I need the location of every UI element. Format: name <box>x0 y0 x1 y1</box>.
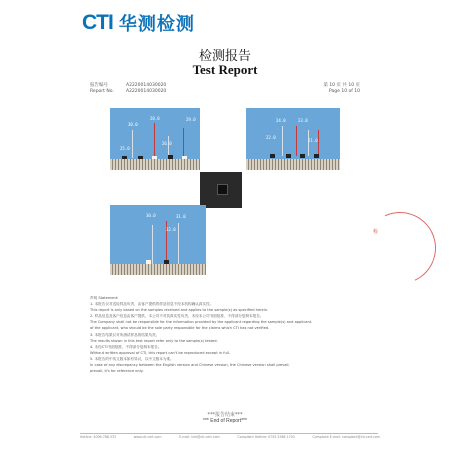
statement-heading: 声明 Statement: <box>90 296 119 300</box>
footer-email: E-mail: info@cti-cert.com <box>179 435 220 439</box>
footer-divider <box>80 433 378 434</box>
footer-complaint-hotline: Complaint Hotline: 0755-3368 1700 <box>237 435 295 439</box>
statement-line: 2. 样品信息及客户信息由客户提供，本公司不对其真实性负责，未经本公司书面批准，不得部分复制本报告。 <box>90 314 264 319</box>
photo1-label-3: 29.0 <box>186 117 196 122</box>
company-logo <box>82 10 195 36</box>
statement-line: 4. 未经CTI书面批准，不得部分复制本报告。 <box>90 344 162 349</box>
statement-line: 5. 本报告的中英文版本如有异议，以中文版本为准。 <box>90 356 174 361</box>
statement-line: prevail, it's for reference only. <box>90 369 144 374</box>
footer-hotline: Hotline: 4006-788-333 <box>80 435 117 439</box>
sample-photo-1 <box>110 108 200 170</box>
logo-mark: CTI <box>82 11 113 34</box>
sample-photo-2 <box>246 108 340 170</box>
page-number-en: Page 10 of 10 <box>329 89 360 94</box>
photo1-label-2: 28.0 <box>150 116 160 121</box>
footer-complaint-email: Complaint E-mail: complaint@cti-cert.com <box>312 435 380 439</box>
statement-line: In case of any discrepancy between the English version and Chinese version, the Chinese version shall prevail. <box>90 363 290 368</box>
company-seal <box>354 202 446 294</box>
statement-section <box>90 295 380 374</box>
report-number-en: Report No. A2220014030020 <box>90 89 167 94</box>
statement-line: The results shown in this test report refer only to the sample(s) tested. <box>90 338 218 343</box>
report-number-block <box>90 83 166 95</box>
photo2-label-3: 22.0 <box>266 135 276 140</box>
report-number-cn: 报告编号 A2220014030020 <box>90 83 167 88</box>
statement-line: of the applicant, who should be the sole party responsible for the claims which CTI has not verified. <box>90 326 270 331</box>
photo2-label-2: 23.0 <box>298 118 308 123</box>
photo1-label-4: 25.0 <box>120 146 130 151</box>
end-of-report-en: *** End of Report*** <box>203 418 247 424</box>
footer-website: www.cti-cert.com <box>133 435 162 439</box>
seal-text: 检 <box>372 229 378 235</box>
sample-photo-4 <box>110 205 206 275</box>
statement-line: 3. 本报告结果仅对所测试样品的结果负责。 <box>90 332 160 337</box>
logo-name-cn: 华测检测 <box>118 14 195 35</box>
page-number-block <box>318 83 360 95</box>
end-of-report-cn: ***报告结束*** <box>207 412 243 418</box>
photo4-label-2: 32.0 <box>166 227 176 232</box>
report-title-en: Test Report <box>192 62 258 77</box>
statement-line: 1. 本报告仅对送检样品负责，由客户提供的样品信息不经本机构确认真实性。 <box>90 302 214 307</box>
report-title-cn: 检测报告 <box>198 49 251 64</box>
page-number-cn: 第 10 页 共 10 页 <box>323 83 360 88</box>
photo4-label-3: 31.0 <box>176 214 186 219</box>
statement-line: Without written approval of CTI, this report can't be reproduced except in full. <box>90 350 230 355</box>
photo1-label-5: 26.0 <box>162 141 172 146</box>
photo2-label-4: 21.0 <box>308 138 318 143</box>
photo4-label-1: 30.0 <box>146 213 156 218</box>
statement-line: The Company shall not be responsible for the information provided by the applicant regarding the sample(s) and applicant. <box>90 320 313 325</box>
sample-photo-3 <box>200 172 242 208</box>
statement-line: This report is only based on the samples received and applies to the sample(s) as specified herein. <box>90 308 269 313</box>
photo1-label-1: 30.0 <box>128 122 138 127</box>
photo2-label-1: 24.0 <box>276 118 286 123</box>
footer-contacts <box>80 435 380 439</box>
